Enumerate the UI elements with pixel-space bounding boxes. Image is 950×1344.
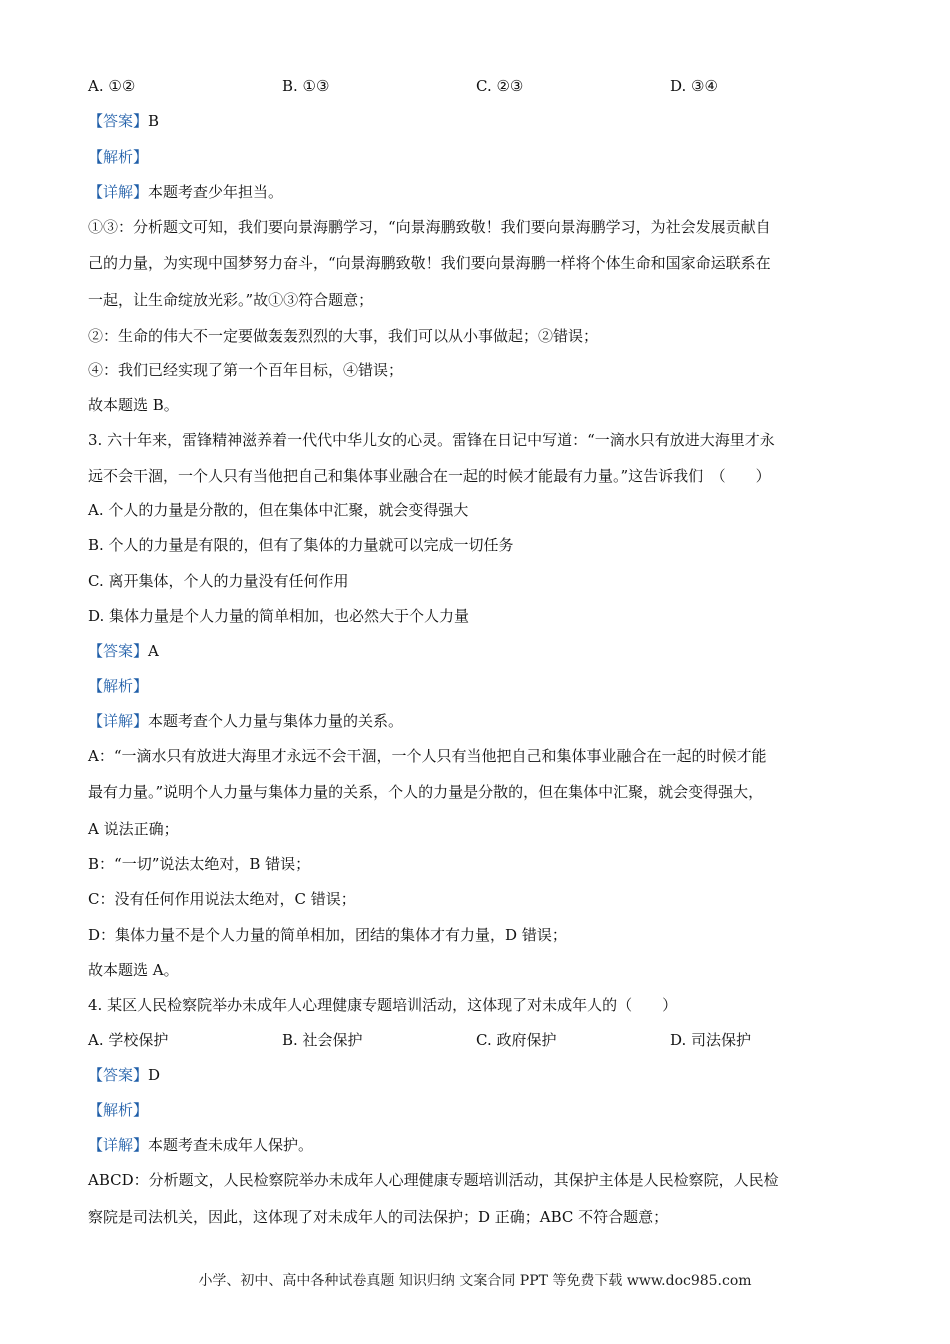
q3-option-a: A. 个人的力量是分散的，但在集体中汇聚，就会变得强大: [88, 501, 469, 519]
page-footer: 小学、初中、高中各种试卷真题 知识归纳 文案合同 PPT 等免费下载 www.doc985.com: [198, 1273, 752, 1289]
q3-option-c: C. 离开集体，个人的力量没有任何作用: [88, 572, 349, 590]
detail-text: 本题考查个人力量与集体力量的关系。: [148, 712, 404, 730]
explanation-line: A：“一滴水只有放进大海里才永远不会干涸，一个人只有当他把自己和集体事业融合在一起的时候才能: [88, 747, 767, 765]
answer-value: A: [148, 642, 159, 660]
explanation-line: ABCD：分析题文，人民检察院举办未成年人心理健康专题培训活动，其保护主体是人民检察院，人民检: [88, 1171, 779, 1189]
detail-tag: 【详解】: [88, 1136, 149, 1154]
explanation-line: 故本题选 B。: [88, 396, 179, 414]
answer-line: [88, 1065, 868, 1085]
analysis-tag: 【解析】: [88, 148, 149, 166]
analysis-tag: 【解析】: [88, 1101, 149, 1119]
q4-option-c: C. 政府保护: [476, 1031, 557, 1049]
explanation-line: 故本题选 A。: [88, 961, 179, 979]
answer-value: B: [148, 112, 160, 130]
answer-tag: 【答案】: [88, 1066, 149, 1084]
answer-tag: 【答案】: [88, 642, 149, 660]
analysis-line: [88, 1100, 868, 1120]
question-3-stem: 远不会干涸，一个人只有当他把自己和集体事业融合在一起的时候才能最有力量。”这告诉我们 （ ）: [88, 467, 771, 485]
detail-line: [88, 182, 868, 202]
explanation-line: 己的力量，为实现中国梦努力奋斗，“向景海鹏致敬！我们要向景海鹏一样将个体生命和国家命运联系在: [88, 254, 771, 272]
explanation-line: B：“一切”说法太绝对，B 错误；: [88, 855, 311, 873]
explanation-line: A 说法正确；: [88, 820, 179, 838]
q4-option-a: A. 学校保护: [88, 1031, 169, 1049]
option-c: C. ②③: [476, 77, 524, 95]
q4-option-b: B. 社会保护: [282, 1031, 363, 1049]
explanation-line: D：集体力量不是个人力量的简单相加，团结的集体才有力量，D 错误；: [88, 926, 567, 944]
answer-line: [88, 641, 868, 661]
answer-value: D: [148, 1066, 161, 1084]
detail-text: 本题考查少年担当。: [148, 183, 284, 201]
explanation-line: 一起，让生命绽放光彩。”故①③符合题意；: [88, 291, 374, 309]
option-b: B. ①③: [282, 77, 330, 95]
explanation-line: ④：我们已经实现了第一个百年目标，④错误；: [88, 361, 404, 379]
analysis-line: [88, 676, 868, 696]
question-4-stem: 4. 某区人民检察院举办未成年人心理健康专题培训活动，这体现了对未成年人的（ ）: [88, 996, 678, 1014]
detail-tag: 【详解】: [88, 712, 149, 730]
detail-line: [88, 711, 868, 731]
detail-text: 本题考查未成年人保护。: [148, 1136, 314, 1154]
answer-line: [88, 111, 868, 131]
detail-tag: 【详解】: [88, 183, 149, 201]
analysis-line: [88, 147, 868, 167]
explanation-line: ②：生命的伟大不一定要做轰轰烈烈的大事，我们可以从小事做起；②错误；: [88, 327, 599, 345]
question-3-stem: 3. 六十年来，雷锋精神滋养着一代代中华儿女的心灵。雷锋在日记中写道：“一滴水只有放进大海里才永: [88, 431, 775, 449]
q3-option-b: B. 个人的力量是有限的，但有了集体的力量就可以完成一切任务: [88, 536, 514, 554]
analysis-tag: 【解析】: [88, 677, 149, 695]
explanation-line: 察院是司法机关，因此，这体现了对未成年人的司法保护；D 正确；ABC 不符合题意；: [88, 1208, 669, 1226]
detail-line: [88, 1135, 868, 1155]
explanation-line: 最有力量。”说明个人力量与集体力量的关系，个人的力量是分散的，但在集体中汇聚，就会变得强大，: [88, 783, 764, 801]
option-a: A. ①②: [88, 77, 136, 95]
option-d: D. ③④: [670, 77, 718, 95]
answer-tag: 【答案】: [88, 112, 149, 130]
q3-option-d: D. 集体力量是个人力量的简单相加，也必然大于个人力量: [88, 607, 470, 625]
q4-option-d: D. 司法保护: [670, 1031, 752, 1049]
explanation-line: C：没有任何作用说法太绝对，C 错误；: [88, 890, 356, 908]
explanation-line: ①③：分析题文可知，我们要向景海鹏学习，“向景海鹏致敬！我们要向景海鹏学习，为社会发展贡献自: [88, 218, 771, 236]
